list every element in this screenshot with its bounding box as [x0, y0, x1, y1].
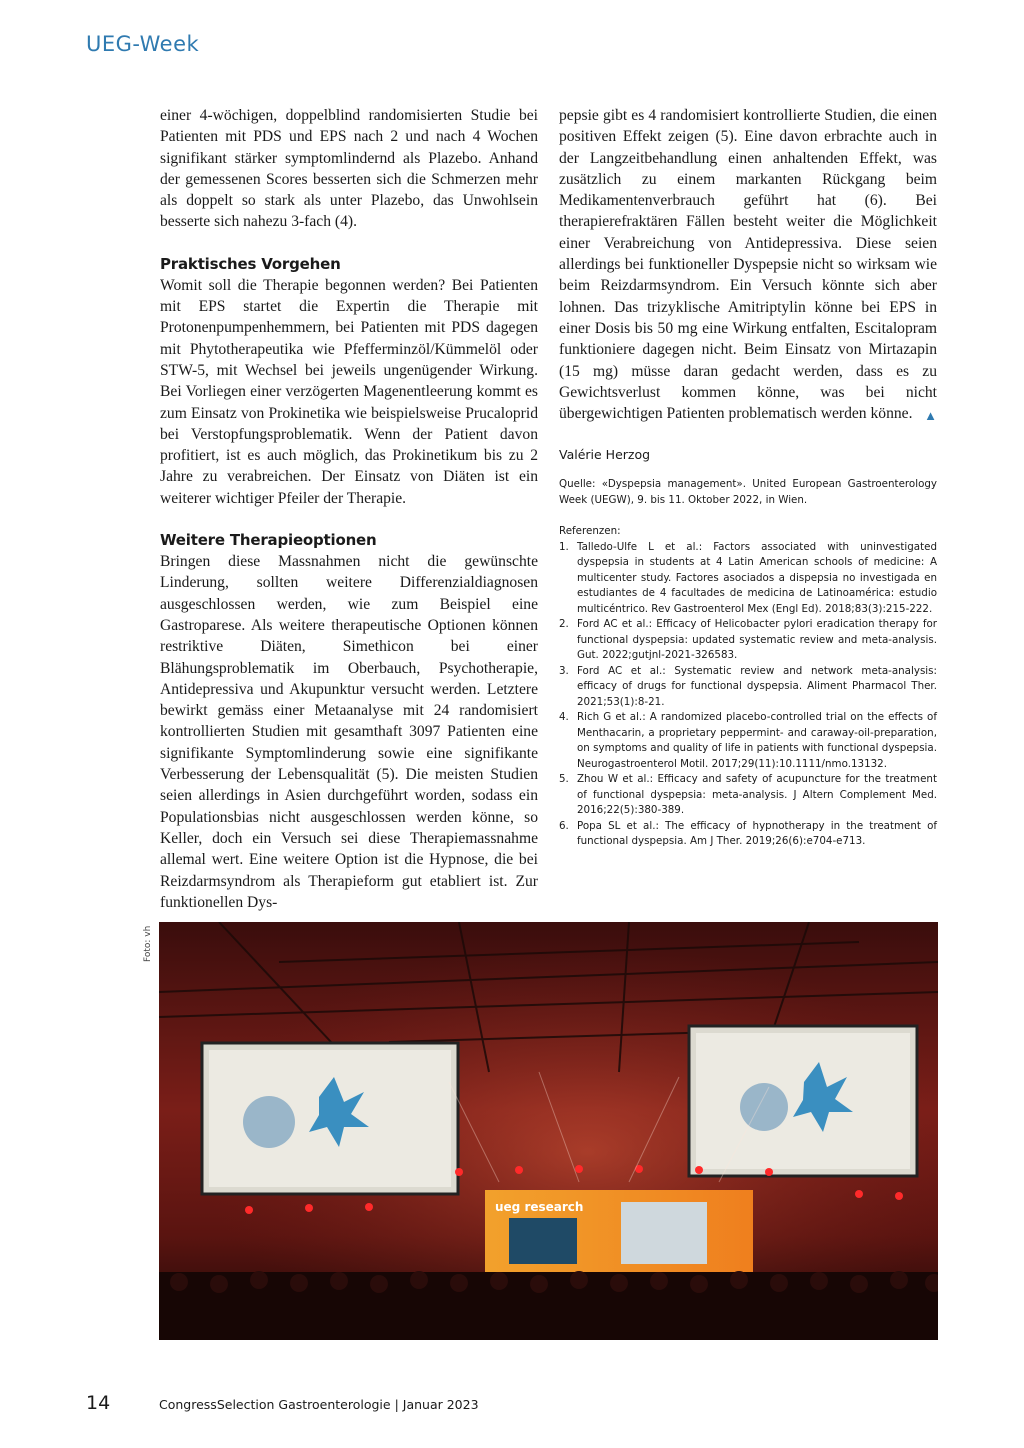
body-paragraph: einer 4-wöchigen, doppelblind randomisierten Studie bei Patienten mit PDS und EPS nach 2 und nach 4 Wochen signifikant stärker symptomlindernd als Plazebo. Anhand der gemessenen Scores besserten sich die Schmerzen mehr als doppelt so stark als unter Plazebo, das Unwohlsein besserte sich nahezu 3-fach (4).: [160, 107, 538, 231]
reference-item: [559, 664, 937, 711]
reference-number: 3.: [559, 664, 569, 677]
right-column: [559, 105, 937, 850]
reference-text: Ford AC et al.: Systematic review and network meta-analysis: efficacy of drugs for functional dyspepsia. Aliment Pharmacol Ther. 2021;53(1):8-21.: [577, 664, 937, 708]
section-heading: Weitere Therapieoptionen: [160, 531, 377, 550]
body-paragraph: [559, 105, 937, 424]
body-paragraph: Bringen diese Massnahmen nicht die gewünschte Linderung, sollten weitere Differenzialdiagnosen ausgeschlossen werden, wie zum Beispiel eine Gastroparese. Als weitere therapeutische Optionen können restriktive Diäten, Simethicon bei einer Blähungsproblematik im Oberbauch, Psychotherapie, Antidepressiva und Akupunktur versucht werden. Letztere bewirkt gemäss einer Metaanalyse mit 24 randomisiert kontrollierten Studien mit gesamthaft 3097 Patienten eine signifikante Symptomlinderung sowie eine signifikante Verbesserung der Lebensqualität (5). Die meisten Studien seien allerdings in Asien durchgeführt worden, sodass ein Populationsbias nicht ausgeschlossen werden könne, so Keller, doch ein Versuch sei diese Therapiemassnahme allemal wert. Eine weitere Option ist die Hypnose, die bei Reizdarmsyndrom als Therapieform gut etabliert ist. Zur funktionellen Dys-: [160, 553, 538, 911]
reference-number: 2.: [559, 618, 569, 631]
left-column: [160, 105, 538, 913]
photo-credit: Foto: vh: [143, 925, 153, 962]
author-name: Valérie Herzog: [559, 447, 651, 463]
body-paragraph: Womit soll die Therapie begonnen werden? Bei Patienten mit EPS startet die Expertin die Therapie mit Protonenpumpenhemmern, bei Patienten mit PDS dagegen mit Phytotherapeutika wie Pfefferminzöl/Kümmelöl oder STW-5, mit Wechsel bei jeweils ungenügender Wirkung. Bei Vorliegen einer verzögerten Magenentleerung kommt es zum Einsatz von Prokinetika wie beispielsweise Prucaloprid bei Verstopfungsproblematik. Wenn der Patient davon profitiert, ist es auch möglich, das Prokinetikum bis zu 2 Jahre zu verabreichen. Der Einsatz von Diäten ist ein weiterer wichtiger Pfeiler der Therapie.: [160, 276, 538, 507]
references-title: Referenzen:: [559, 525, 621, 538]
reference-number: 5.: [559, 773, 569, 786]
reference-item: [559, 710, 937, 772]
reference-item: [559, 819, 937, 850]
reference-text: Zhou W et al.: Efficacy and safety of acupuncture for the treatment of functional dyspepsia: meta-analysis. J Altern Complement Med. 2016;22(5):380-389.: [577, 773, 937, 817]
page-number: 14: [86, 1392, 111, 1414]
reference-item: [559, 772, 937, 819]
reference-number: 4.: [559, 711, 569, 724]
reference-text: Talledo-Ulfe L et al.: Factors associated with uninvestigated dyspepsia in students at 4 Latin American schools of medicine: A multicenter study. Factores asociados a dispepsia no investigada en estudiantes de 4 facultades de medicina de Latinoamérica: estudio multicéntrico. Rev Gastroenterol Mex (Engl Ed). 2018;83(3):215-222.: [577, 540, 937, 615]
reference-item: [559, 617, 937, 664]
end-of-article-icon: ▲: [924, 408, 937, 424]
references-list: [559, 540, 937, 850]
section-label: UEG-Week: [86, 32, 200, 56]
reference-number: 1.: [559, 540, 569, 553]
paragraph-text: pepsie gibt es 4 randomisiert kontrollierte Studien, die einen positiven Effekt zeigen (5). Eine davon erbrachte auch in der Langzeitbehandlung einen anhaltenden Effekt, was zusätzlich zu einem markanten Rückgang beim Medikamentenverbrauch geführt hat (6). Bei therapierefraktären Fällen besteht weiter die Möglichkeit einer Verabreichung von Antidepressiva. Diese seien allerdings bei funktioneller Dyspepsie nicht so wirksam wie beim Reizdarmsyndrom. Ein Versuch könnte sich aber lohnen. Das trizyklische Amitriptylin könne bei EPS in einer Dosis bis 50 mg eine Wirkung entfalten, Escitalopram funktioniere dagegen nicht. Beim Einsatz von Mirtazapin (15 mg) müsse daran gedacht werden, dass es zu Gewichtsverlust kommen könne, was bei nicht übergewichtigen Patienten problematisch werden könne.: [559, 107, 937, 423]
reference-text: Rich G et al.: A randomized placebo-controlled trial on the effects of Menthacarin, a proprietary peppermint- and caraway-oil-preparation, on symptoms and quality of life in patients with functional dyspepsia. Neurogastroenterol Motil. 2017;29(11):10.1111/nmo.13132.: [577, 711, 937, 770]
publication-footer: CongressSelection Gastroenterologie | Januar 2023: [159, 1397, 479, 1412]
source-note: Quelle: «Dyspepsia management». United European Gastroenterology Week (UEGW), 9. bis 11. Oktober 2022, in Wien.: [559, 478, 937, 507]
reference-text: Popa SL et al.: The efficacy of hypnotherapy in the treatment of functional dyspepsia. Am J Ther. 2019;26(6):e704-e713.: [577, 819, 937, 848]
section-heading: Praktisches Vorgehen: [160, 254, 341, 273]
stage-logo-text: ueg research: [495, 1200, 584, 1214]
reference-item: [559, 540, 937, 618]
conference-photo: [159, 922, 938, 1340]
reference-text: Ford AC et al.: Efficacy of Helicobacter pylori eradication therapy for functional dyspepsia: updated systematic review and meta-analysis. Gut. 2022;gutjnl-2021-326583.: [577, 618, 937, 662]
reference-number: 6.: [559, 819, 569, 832]
